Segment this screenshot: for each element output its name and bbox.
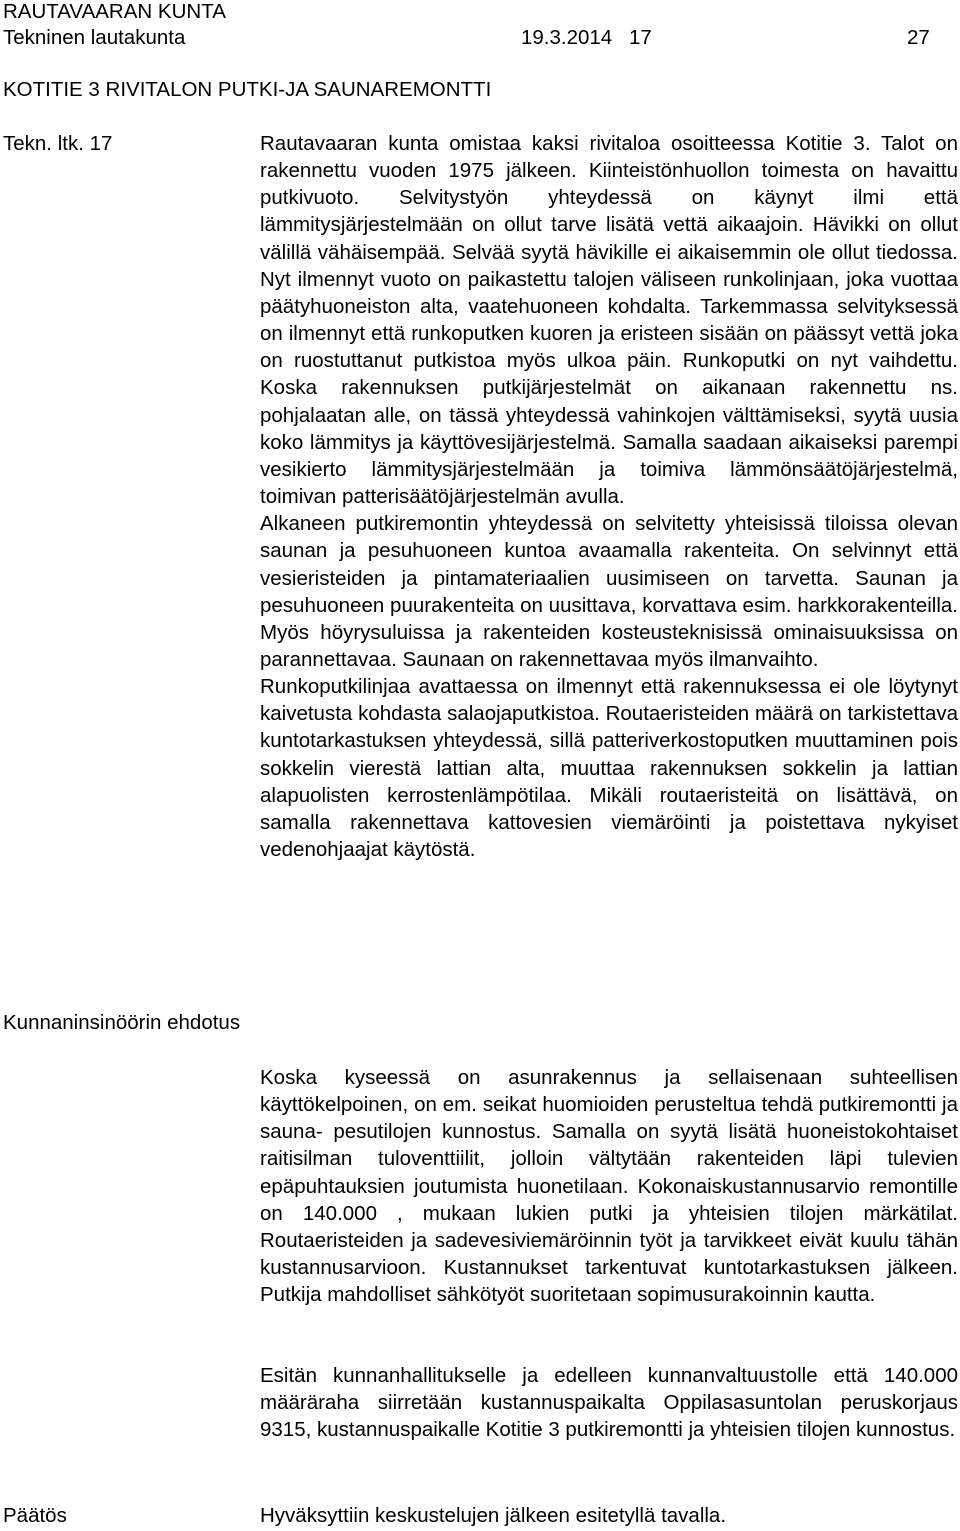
proposal-label: Kunnaninsinöörin ehdotus [3, 1011, 241, 1034]
paragraph: Alkaneen putkiremontin yhteydessä on selvitetty yhteisissä tiloissa olevan saunan ja pesuhuoneen kuntoa avaamalla rakenteita. On selvinnyt että vesieristeiden ja pintamateriaalien uusimiseen on tarvetta. Saunan ja pesuhuoneen puurakenteita on uusittava, korvattava esim. harkkorakenteilla. Myös höyrysuluissa ja rakenteiden kosteusteknisissä ominaisuuksissa on parannettavaa. Saunaan on rakennettavaa myös ilmanvaihto. [260, 512, 958, 671]
proposal-text [260, 1064, 958, 1308]
preparation-text [260, 130, 958, 863]
page-number: 27 [907, 26, 930, 49]
paragraph: Rautavaaran kunta omistaa kaksi rivitaloa osoitteessa Kotitie 3. Talot on rakennettu vuoden 1975 jälkeen. Kiinteistönhuollon toimesta on havaittu putkivuoto. Selvitystyön yhteydessä on käynyt ilmi että lämmitysjärjestelmään on ollut tarve lisätä vettä aikaajoin. Hävikki on ollut välillä vähäisempää. Selvää syytä hävikille ei aikaisemmin ole ollut tiedossa. Nyt ilmennyt vuoto on paikastettu talojen väliseen runkolinjaan, joka vuottaa päätyhuoneiston alta, vaatehuoneen kohdalta. Tarkemmassa selvityksessä on ilmennyt että runkoputken kuoren ja eristeen sisään on päässyt vettä joka on ruostuttanut putkistoa myös ulkoa päin. Runkoputki on nyt vaihdettu. Koska rakennuksen putkijärjestelmät on aikanaan rakennettu ns. pohjalaatan alle, on tässä yhteydessä vahinkojen välttämiseksi, syytä uusia koko lämmitys ja käyttövesijärjestelmä. Samalla saadaan aikaiseksi parempi vesikierto lämmitysjärjestelmään ja toimiva lämmönsäätöjärjestelmä, toimivan patterisäätöjärjestelmän avulla. [260, 132, 958, 509]
decision-text [260, 1502, 958, 1529]
reference-label: Tekn. ltk. 17 [3, 132, 113, 155]
organization-name: RAUTAVAARAN KUNTA [3, 0, 226, 23]
meeting-date: 19.3.2014 [521, 26, 613, 49]
section-number: 17 [629, 26, 652, 49]
paragraph: Hyväksyttiin keskustelujen jälkeen esitetyllä tavalla. [260, 1504, 727, 1527]
paragraph: Runkoputkilinjaa avattaessa on ilmennyt että rakennuksessa ei ole löytynyt kaivetusta kohdasta salaojaputkistoa. Routaeristeiden määrä on tarkistettava kuntotarkastuksen yhteydessä, sillä patteriverkostoputken muuttaminen pois sokkelin vierestä lattian alta, muuttaa rakennuksen sokkelin ja lattian alapuolisten kerrostenlämpötilaa. Mikäli routaeristeitä on lisättävä, on samalla rakennettava kattovesien viemäröinti ja poistettava nykyiset vedenohjaajat käytöstä. [260, 675, 958, 862]
paragraph: Esitän kunnanhallitukselle ja edelleen kunnanvaltuustolle että 140.000 määräraha siirretään kustannuspaikalta Oppilasasuntolan peruskorjaus 9315, kustannuspaikalle Kotitie 3 putkiremontti ja yhteisien tilojen kunnostus. [260, 1364, 958, 1442]
decision-label: Päätös [3, 1504, 67, 1527]
proposal-recommendation [260, 1362, 958, 1443]
agenda-item-title: KOTITIE 3 RIVITALON PUTKI-JA SAUNAREMONTTI [3, 78, 492, 101]
committee-name: Tekninen lautakunta [3, 26, 186, 49]
paragraph: Koska kyseessä on asunrakennus ja sellaisenaan suhteellisen käyttökelpoinen, on em. seikat huomioiden perusteltua tehdä putkiremontti ja sauna- pesutilojen kunnostus. Samalla on syytä lisätä huoneistokohtaiset raitisilman tuloventtiilit, jolloin vältytään rakenteiden läpi tulevien epäpuhtauksien joutumista huonetilaan. Kokonaiskustannusarvio remontille on 140.000 , mukaan lukien putki ja yhteisien tilojen märkätilat. Routaeristeiden ja sadevesiviemäröinnin työt ja tarvikkeet eivät kuulu tähän kustannusarvioon. Kustannukset tarkentuvat kuntotarkastuksen jälkeen. Putkija mahdolliset sähkötyöt suoritetaan sopimusurakoinnin kautta. [260, 1066, 958, 1307]
